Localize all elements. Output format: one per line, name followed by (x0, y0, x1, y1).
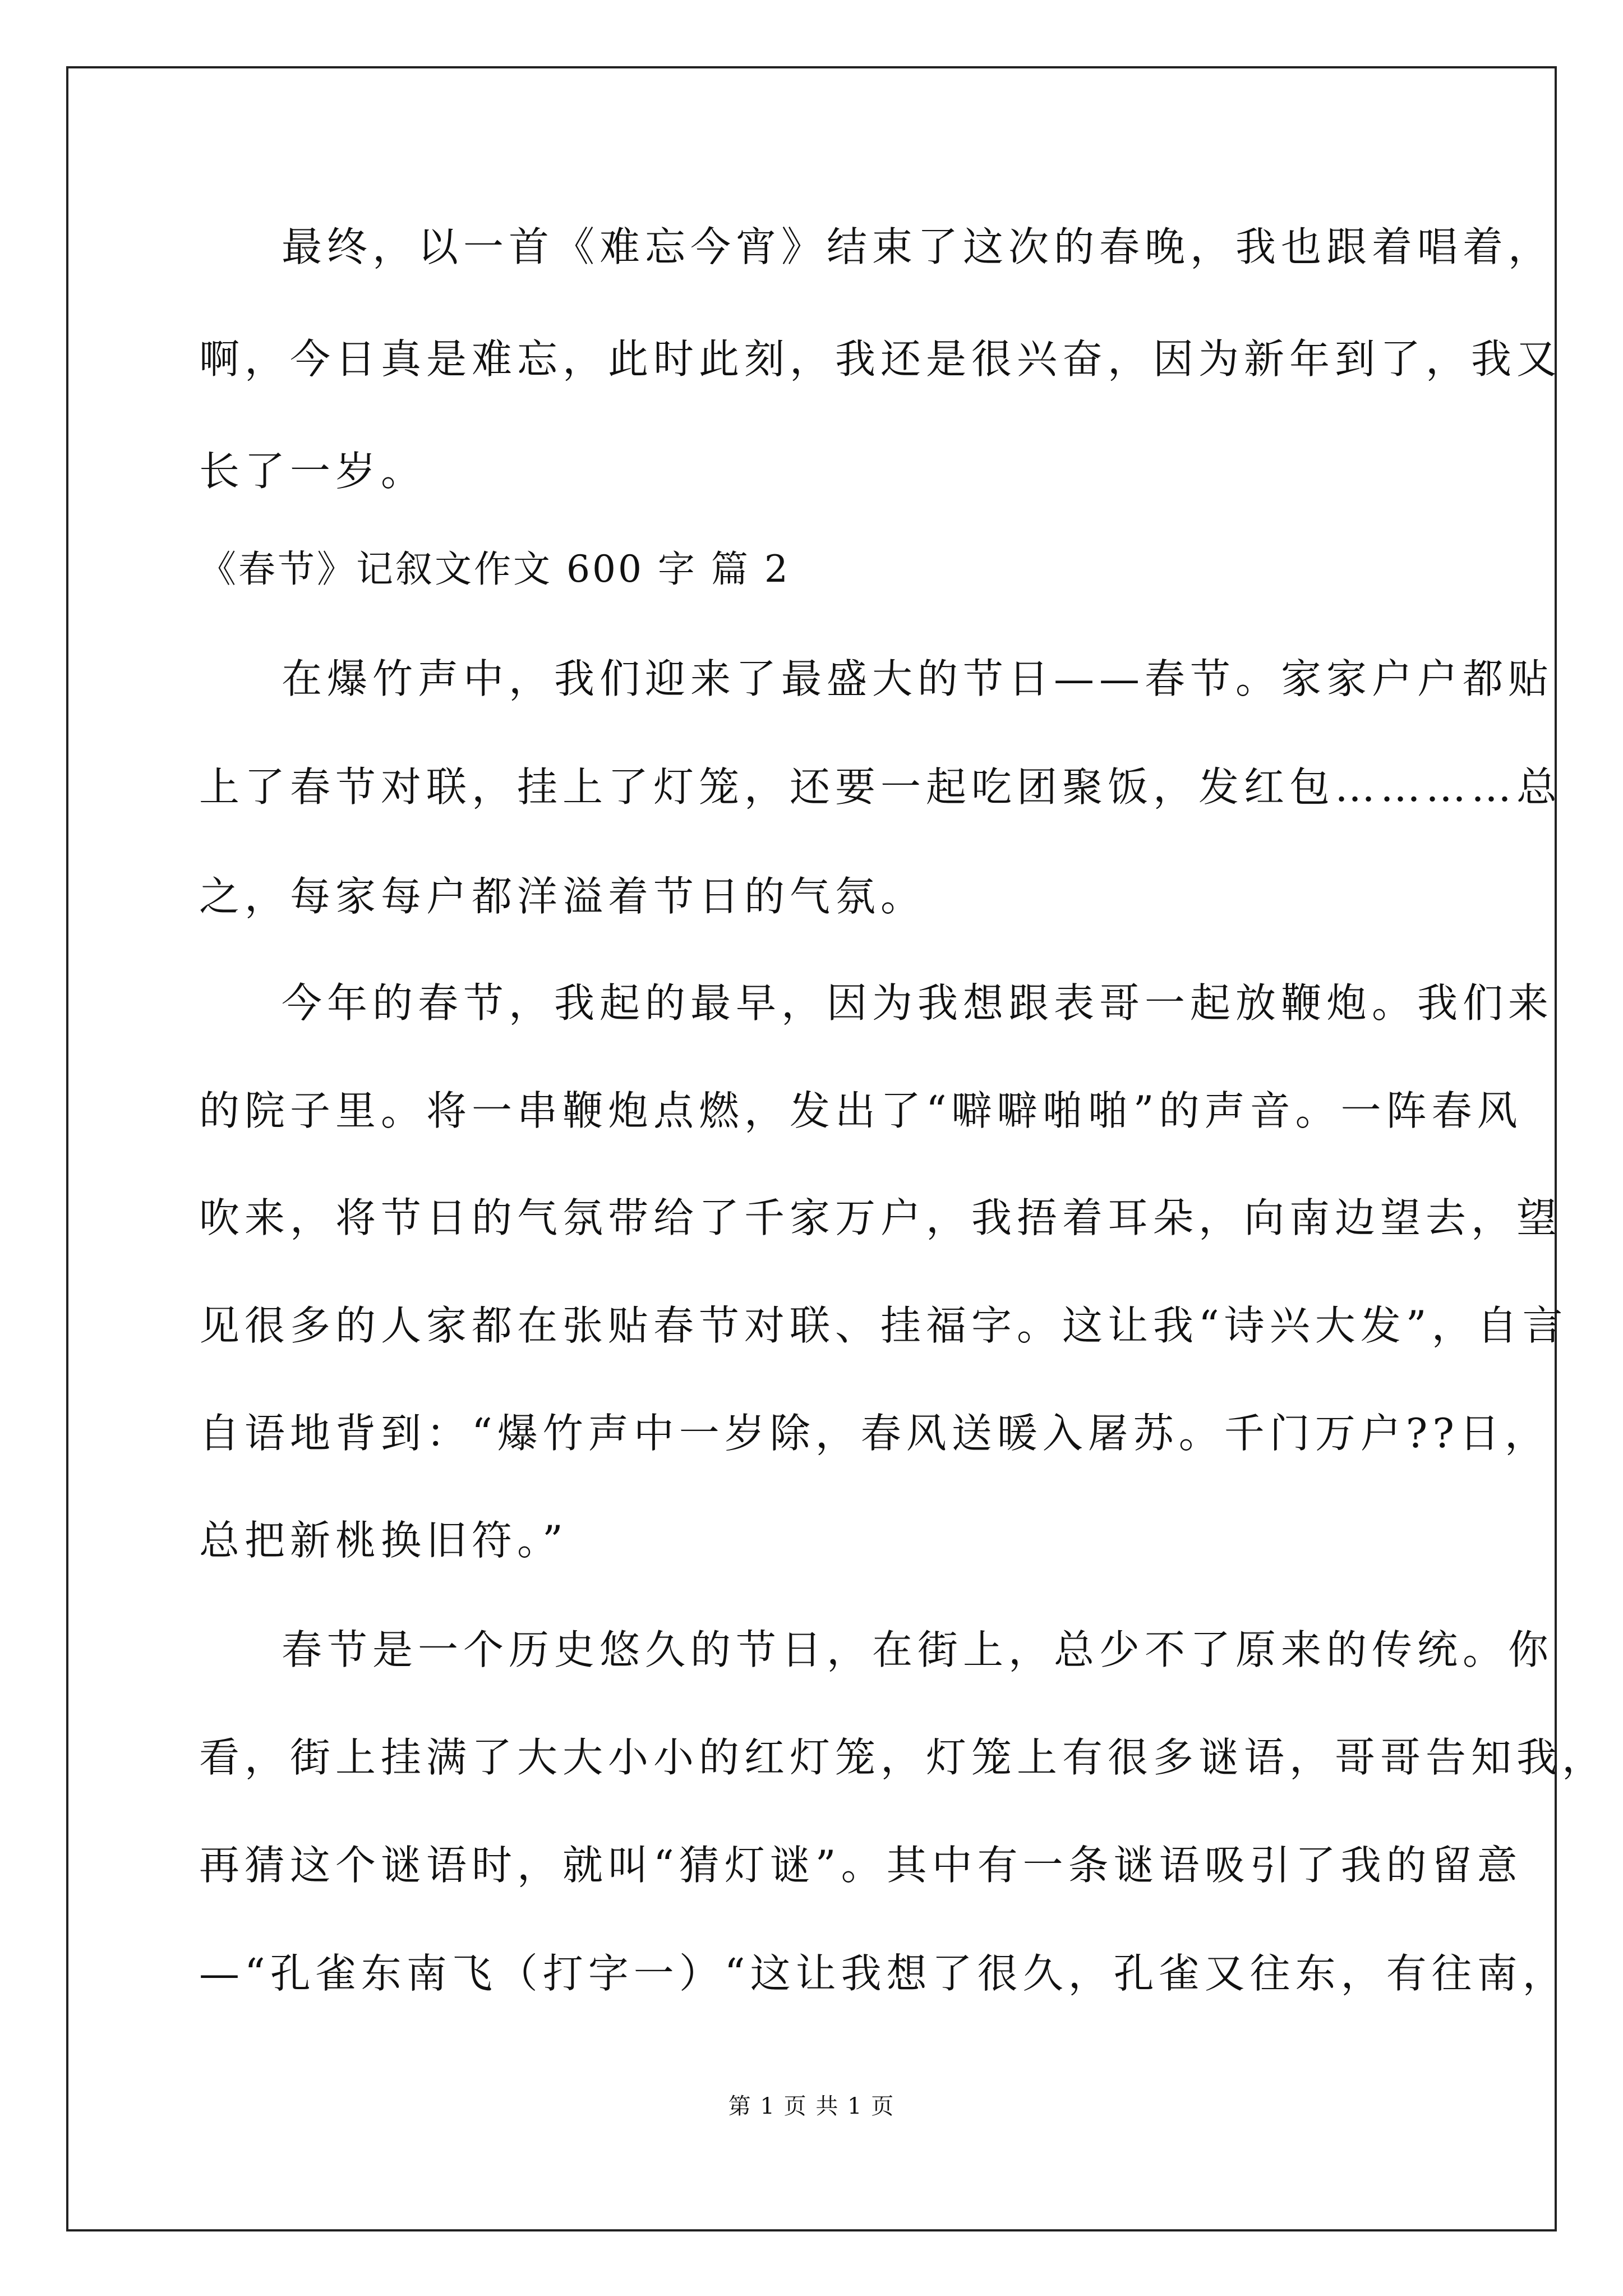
paragraph-3-line-5: 自语地背到：“爆竹声中一岁除，春风送暖入屠苏。千门万户??日， (199, 1410, 1551, 1457)
paragraph-2-line-2: 上了春节对联，挂上了灯笼，还要一起吃团聚饭，发红包…………总 (199, 763, 1562, 811)
page-border (66, 66, 1557, 2231)
section-heading: 《春节》记叙文作文 600 字 篇 2 (199, 547, 790, 591)
paragraph-1-line-2: 啊，今日真是难忘，此时此刻，我还是很兴奋，因为新年到了，我又 (199, 335, 1562, 383)
paragraph-3-line-4: 见很多的人家都在张贴春节对联、挂福字。这让我“诗兴大发”，自言 (199, 1302, 1568, 1349)
paragraph-2-line-1: 在爆竹声中，我们迎来了最盛大的节日——春节。家家户户都贴 (282, 655, 1554, 702)
paragraph-4-line-2: 看，街上挂满了大大小小的红灯笼，灯笼上有很多谜语，哥哥告知我， (199, 1734, 1608, 1781)
paragraph-4-line-4: —“孔雀东南飞（打字一）“这让我想了很久，孔雀又往东，有往南， (199, 1950, 1568, 1997)
paragraph-4-line-3: 再猜这个谜语时，就叫“猜灯谜”。其中有一条谜语吸引了我的留意 (199, 1842, 1523, 1889)
paragraph-3-line-2: 的院子里。将一串鞭炮点燃，发出了“噼噼啪啪”的声音。一阵春风 (199, 1087, 1523, 1134)
page-footer: 第 1 页 共 1 页 (728, 2093, 895, 2119)
paragraph-3-line-6: 总把新桃换旧符。” (199, 1517, 568, 1564)
paragraph-4-line-1: 春节是一个历史悠久的节日，在街上，总少不了原来的传统。你 (282, 1626, 1554, 1673)
paragraph-1-line-1: 最终，以一首《难忘今宵》结束了这次的春晚，我也跟着唱着， (282, 223, 1554, 270)
paragraph-1-line-3: 长了一岁。 (199, 448, 427, 495)
paragraph-3-line-3: 吹来，将节日的气氛带给了千家万户，我捂着耳朵，向南边望去，望 (199, 1194, 1562, 1241)
paragraph-3-line-1: 今年的春节，我起的最早，因为我想跟表哥一起放鞭炮。我们来 (282, 979, 1554, 1027)
paragraph-2-line-3: 之，每家每户都洋溢着节日的气氛。 (199, 873, 926, 920)
